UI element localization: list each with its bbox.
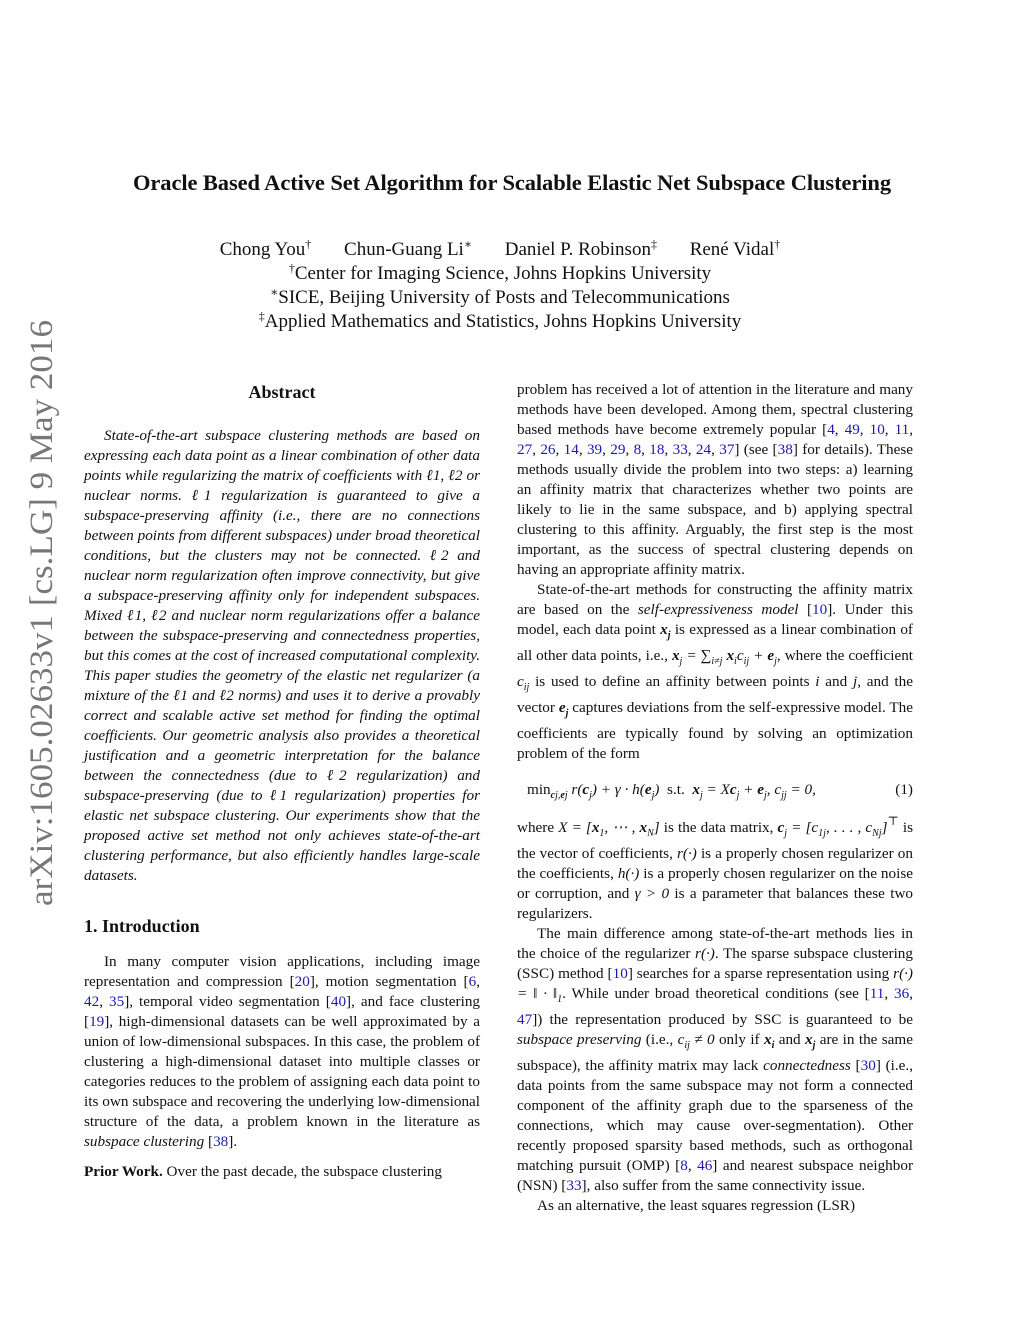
emphasis: subspace preserving — [517, 1031, 642, 1048]
equation-min-subscript: cj,ej — [550, 790, 568, 801]
author-mark: † — [305, 237, 312, 251]
affiliation — [0, 310, 1000, 334]
citation-link[interactable]: 39 — [586, 441, 603, 458]
math-x-j: $x_j$ — [805, 1031, 816, 1051]
equation-constraint: $x_j = Xc_j + e_j$, $c_{jj} = 0$, — [692, 781, 816, 801]
emphasis: self-expressiveness model — [637, 601, 799, 618]
text-run: ], also suffer from the same connectivity issue. — [581, 1177, 866, 1194]
arxiv-stamp-text: arXiv:1605.02633v1 [cs.LG] 9 May 2016 — [24, 354, 60, 906]
text-run: ], motion segmentation [ — [309, 973, 469, 990]
affiliation-mark: † — [288, 261, 295, 275]
equation-st: s.t. — [667, 781, 685, 798]
equation-body — [527, 780, 816, 806]
equation-min: min — [527, 781, 551, 798]
math-self-expression: $x_j = \sum_{i\ne j}$ $x_ic_{ij} + e_j$ — [671, 647, 777, 667]
text-run: is the data matrix, — [659, 819, 778, 836]
citation-link[interactable]: 38 — [213, 1133, 229, 1150]
text-run: is expressed as a linear combination of all other data points, i.e., — [517, 621, 913, 664]
citation-link[interactable]: 4 — [827, 421, 835, 438]
text-run: (i.e., data points from the same subspace may not form a connected component of the affinity graph due to the sparseness of the connections, which may cause over-segmentation). Other recently proposed sparsity based methods, such as orthogonal matching pursuit (OMP) [ — [517, 1057, 914, 1174]
affiliation-text: Center for Imaging Science, Johns Hopkins University — [294, 263, 712, 284]
emphasis: connectedness — [763, 1057, 851, 1074]
author-list — [0, 238, 1000, 262]
text-run: is a parameter that balances these two regularizers. — [517, 885, 914, 922]
author-daniel-robinson — [505, 239, 657, 260]
citation-link[interactable]: 27 — [517, 441, 533, 458]
math-r: r(·) — [677, 845, 697, 862]
math-r: r(·) — [695, 945, 715, 962]
right-paragraph-5: As an alternative, the least squares regression (LSR) — [537, 1197, 855, 1214]
author-chong-you — [220, 239, 312, 260]
text-run: and — [819, 673, 853, 690]
text-run: In many computer vision applications, including image representation and compression [ — [84, 953, 480, 990]
citation-link[interactable]: 37 — [719, 441, 735, 458]
arxiv-stamp-graphic — [18, 318, 62, 908]
citation-list: 11, 36, 47 — [517, 985, 914, 1028]
right-paragraph-3 — [517, 814, 914, 924]
citation-link[interactable]: 38 — [777, 441, 793, 458]
right-paragraph-1 — [517, 380, 913, 580]
right-column — [517, 380, 913, 1216]
citation-link[interactable]: 46 — [697, 1157, 713, 1174]
text-run: ], temporal video segmentation [ — [124, 993, 331, 1010]
prior-work-heading: Prior Work. — [84, 1163, 163, 1180]
math-cij-nonzero: $c_{ij} \ne 0$ — [677, 1031, 715, 1051]
intro-paragraph: In many computer vision applications, including image representation and compression [20], motion segmentation [6, 42, 35], temporal video segmentation [40], and face clustering [19], high-dimensional datasets can be well approximated by a union of low-dimensional subspaces. In this case, the problem of clustering a high-dimensional dataset into multiple classes or categories reduces to the problem of assigning each data point to its own subspace and recovering the underlying low-dimensional structure of the data, a problem known in the literature as subspace clustering [38]. — [84, 953, 481, 1150]
citation-link[interactable]: 10 — [812, 601, 828, 618]
text-run: ], high-dimensional datasets can be well approximated by a union of low-dimensional subspaces. In this case, the problem of clustering a high-dimensional dataset into multiple classes or categories reduces to the problem of assigning each data point to its own subspace and recovering the underlying low-dimensional structure of the data, a problem known in the literature as — [84, 1013, 480, 1130]
math-c-ij: $c_{ij}$ — [517, 673, 530, 693]
citation-link[interactable]: 35 — [109, 993, 125, 1010]
text-run: (i.e., — [641, 1031, 678, 1048]
affiliation-text: SICE, Beijing University of Posts and Telecommunications — [278, 287, 730, 308]
citation-link[interactable]: 14 — [563, 441, 579, 458]
math-i: i — [815, 673, 820, 690]
text-run: are in the same subspace), the affinity matrix may lack — [517, 1031, 913, 1074]
text-run: The main difference among state-of-the-art methods lies in the choice of the regularizer — [517, 925, 913, 962]
text-run: only if — [714, 1031, 764, 1048]
math-e-j: $e_j$ — [558, 699, 569, 719]
text-run: ] for details). These methods usually divide the problem into two steps: a) learning an affinity matrix that characterizes whether two points are likely to lie in the same subspace, and b) applying spectral clustering to this affinity. Arguably, the first step is the most important, as the success of spectral clustering depends on having an appropriate affinity matrix. — [517, 441, 914, 578]
citation-link[interactable]: 47 — [517, 1011, 533, 1028]
citation-link[interactable]: 24 — [695, 441, 712, 458]
citation-link[interactable]: 49 — [844, 421, 860, 438]
equation-number: (1) — [895, 781, 913, 798]
text-run: Over the past decade, the subspace clustering — [162, 1163, 442, 1180]
prior-work-paragraph — [84, 1162, 480, 1182]
text-run: State-of-the-art methods for constructing the affinity matrix are based on the — [517, 581, 913, 618]
citation-link[interactable]: 33 — [566, 1177, 582, 1194]
author-name: Daniel P. Robinson — [504, 239, 651, 260]
affiliation-mark: ‡ — [258, 309, 265, 323]
author-name: René Vidal — [689, 239, 775, 260]
citation-link[interactable]: 10 — [612, 965, 628, 982]
text-run: . While under broad theoretical conditions (see [ — [562, 985, 870, 1002]
text-run: captures deviations from the self-expressive model. The coefficients are typically found by solving an optimization problem of the form — [517, 699, 913, 762]
citation-link[interactable]: 19 — [89, 1013, 105, 1030]
equation-objective: $r(c_j) + \gamma \cdot h(e_j)$ — [571, 781, 660, 801]
affiliation — [0, 286, 1000, 310]
citation-link[interactable]: 18 — [649, 441, 665, 458]
text-run: ] and nearest subspace neighbor (NSN) [ — [517, 1157, 914, 1194]
citation-link[interactable]: 40 — [330, 993, 347, 1010]
emphasis: subspace clustering — [84, 1133, 205, 1150]
text-run: , and the vector — [517, 673, 913, 716]
author-mark: † — [774, 237, 781, 251]
citation-link[interactable]: 36 — [894, 985, 910, 1002]
math-c-vector: $c_j = [c_{1j}$, . . . , $c_{Nj}]^⊤$ — [777, 814, 899, 839]
math-j: j — [852, 673, 858, 690]
citation-link[interactable]: 8 — [633, 441, 642, 458]
text-run: problem has received a lot of attention in the literature and many methods have been developed. Among them, spectral clustering based methods have become extremely popular [ — [517, 381, 913, 438]
author-name: Chong You — [219, 239, 306, 260]
citation-link[interactable]: 42 — [84, 993, 100, 1010]
citation-link[interactable]: 33 — [672, 441, 688, 458]
text-run: ] (see [ — [734, 441, 778, 458]
text-run: ] searches for a sparse representation using — [627, 965, 894, 982]
author-mark: ‡ — [650, 237, 657, 251]
paper-title: Oracle Based Active Set Algorithm for Scalable Elastic Net Subspace Clustering — [133, 170, 891, 195]
introduction-heading: 1. Introduction — [84, 916, 200, 936]
text-run: and — [774, 1031, 806, 1048]
citation-link[interactable]: 10 — [869, 421, 885, 438]
text-run: is a properly chosen regularizer on the noise or corruption, and — [517, 865, 913, 902]
citation-link[interactable]: 30 — [860, 1057, 876, 1074]
math-x-matrix: $X = [x_1$, ⋯ , $x_N$] — [558, 819, 660, 839]
author-block — [0, 238, 1000, 334]
citation-link[interactable]: 6 — [468, 973, 477, 990]
citation-link[interactable]: 20 — [294, 973, 310, 990]
citation-list: 4, 49, 10, 11, 27, 26, 14, 39, 29, 8, 18, 33, 24, 37 — [517, 421, 914, 458]
author-name: Chun-Guang Li — [344, 239, 464, 260]
math-gamma: γ > 0 — [634, 885, 670, 902]
arxiv-stamp — [18, 318, 62, 908]
equation-1 — [517, 776, 913, 808]
right-paragraph-2: State-of-the-art methods for constructing the affinity matrix are based on the self-expressiveness model [10]. Under this model, each data point $x_j$ is expressed as a linear combination of all other data points, i.e., $x_j = \sum_{i\ne j}$ $x_ic_{ij} + e_j$, where the coefficient $c_{ij}$ is used to define an affinity between points i and j, and the vector $e_j$ captures deviations from the self-expressive model. The coefficients are typically found by solving an optimization problem of the form — [517, 581, 914, 762]
author-chun-guang-li — [344, 239, 472, 260]
left-column — [84, 380, 480, 1182]
text-run: , where the coefficient — [776, 647, 914, 664]
affiliation-mark: ∗ — [270, 285, 279, 299]
citation-link[interactable]: 29 — [610, 441, 626, 458]
affiliation-text: Applied Mathematics and Statistics, Johns Hopkins University — [264, 311, 742, 332]
author-rene-vidal — [690, 239, 781, 260]
citation-link[interactable]: 11 — [894, 421, 910, 438]
text-run: is the vector of coefficients, — [517, 819, 914, 862]
text-run: ], and face clustering [ — [84, 993, 481, 1030]
text-run: . Under this model, each data point — [517, 601, 913, 638]
text-run: is a properly chosen regularizer on the coefficients, — [517, 845, 913, 882]
citation-link[interactable]: 26 — [540, 441, 556, 458]
text-run: where — [517, 819, 559, 836]
citation-link[interactable]: 8 — [680, 1157, 688, 1174]
abstract-body: State-of-the-art subspace clustering methods are based on expressing each data point as a linear combination of other data points while regularizing the matrix of coefficients with ℓ1, ℓ2 or nuclear norms. ℓ1 regularization is guaranteed to give a subspace-preserving affinity (i.e., there are no connections between points from different subspaces) under broad theoretical conditions, but the clusters may not be connected. ℓ2 and nuclear norm regularization often improve connectivity, but give a subspace-preserving affinity only for independent subspaces. Mixed ℓ1, ℓ2 and nuclear norm regularizations offer a balance between the subspace-preserving and connectedness properties, but this comes at the cost of increased computational complexity. This paper studies the geometry of the elastic net regularizer (a mixture of the ℓ1 and ℓ2 norms) and uses it to derive a provably correct and scalable active set method for finding the optimal coefficients. Our geometric analysis also provides a theoretical justification and a geometric interpretation for the balance between the connectedness (due to ℓ2 regularization) and subspace-preserving (due to ℓ1 regularization) properties for elastic net subspace clustering. Our experiments show that the proposed active set method not only achieves state-of-the-art clustering performance, but also efficiently handles large-scale datasets. — [84, 427, 480, 884]
text-run: . The sparse subspace clustering (SSC) method [ — [517, 945, 913, 982]
text-run: ]) the representation produced by SSC is guaranteed to be — [532, 1011, 913, 1028]
math-x-i: $x_i$ — [763, 1031, 775, 1051]
affiliation — [0, 262, 1000, 286]
citation-link[interactable]: 11 — [869, 985, 885, 1002]
math-x-j: $x_j$ — [660, 621, 671, 641]
author-mark: ∗ — [463, 237, 472, 251]
math-h: h(·) — [617, 865, 640, 882]
abstract-heading: Abstract — [248, 382, 316, 402]
math-l1-norm: r(·) = ‖ · $‖_1$ — [517, 965, 913, 1005]
text-run: is used to define an affinity between points — [529, 673, 816, 690]
right-paragraph-4: The main difference among state-of-the-art methods lies in the choice of the regularizer r(·). The sparse subspace clustering (SSC) method [10] searches for a sparse representation using r(·) = ‖ · $‖_1$. While under broad theoretical conditions (see [11, 36, 47]) the representation produced by SSC is guaranteed to be subspace preserving (i.e., $c_{ij} \ne 0$ only if $x_i$ and $x_j$ are in the same subspace), the affinity matrix may lack connectedness [30] (i.e., data points from the same subspace may not form a connected component of the affinity graph due to the sparseness of the connections, which may cause over-segmentation). Other recently proposed sparsity based methods, such as orthogonal matching pursuit (OMP) [8, 46] and nearest subspace neighbor (NSN) [33], also suffer from the same connectivity issue. — [517, 925, 914, 1194]
